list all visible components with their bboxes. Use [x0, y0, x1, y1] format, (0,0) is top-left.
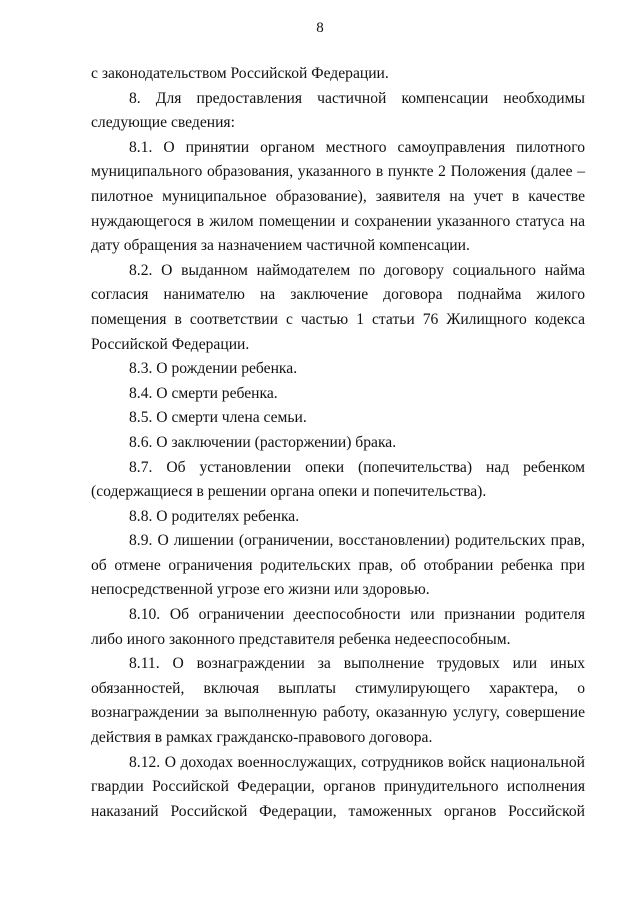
paragraph-item-8-2: 8.2. О выданном наймодателем по договору социального найма согласия нанимателю на заключение договора поднайма жилого помещения в соответствии с частью 1 статьи 76 Жилищного кодекса Российской Федерации.: [91, 261, 585, 353]
paragraph-item-8-4: 8.4. О смерти ребенка.: [129, 384, 278, 402]
paragraph-item-8-7: 8.7. Об установлении опеки (попечительства) над ребенком (содержащиеся в решении органа опеки и попечительства).: [91, 458, 585, 501]
paragraph-item-8-10: 8.10. Об ограничении дееспособности или признании родителя либо иного законного представителя ребенка недееспособным.: [91, 606, 585, 648]
paragraph-continuation: с законодательством Российской Федерации.: [91, 65, 389, 82]
paragraph-item-8-11: 8.11. О вознаграждении за выполнение трудовых или иных обязанностей, включая выплаты стимулирующего характера, о вознаграждении за выполненную работу, оказанную услугу, совершение действия в рамках гражданско-правового договора.: [91, 655, 585, 747]
paragraph-item-8-9: 8.9. О лишении (ограничении, восстановлении) родительских прав, об отмене ограничения родительских прав, об отобрании ребенка при непосредственной угрозе его жизни или здоровью.: [91, 532, 585, 599]
paragraph-item-8-1: 8.1. О принятии органом местного самоуправления пилотного муниципального образования, указанного в пункте 2 Положения (далее – пилотное муниципальное образование), заявителя на учет в качестве нуждающегося в жилом помещении и сохранении указанного статуса на дату обращения за назначением частичной компенсации.: [91, 138, 585, 255]
paragraph-item-8-3: 8.3. О рождении ребенка.: [129, 360, 298, 378]
paragraph-item-8: 8. Для предоставления частичной компенсации необходимы следующие сведения:: [91, 89, 585, 132]
document-body: [91, 62, 585, 824]
paragraph-item-8-5: 8.5. О смерти члена семьи.: [129, 409, 307, 427]
paragraph-item-8-12: 8.12. О доходах военнослужащих, сотрудников войск национальной гвардии Российской Федерации, органов принудительного исполнения наказаний Российской Федерации, таможенных органов Российской: [91, 753, 585, 820]
paragraph-item-8-6: 8.6. О заключении (расторжении) брака.: [129, 433, 397, 451]
paragraph-item-8-8: 8.8. О родителях ребенка.: [129, 507, 300, 525]
page-number: 8: [316, 20, 324, 36]
